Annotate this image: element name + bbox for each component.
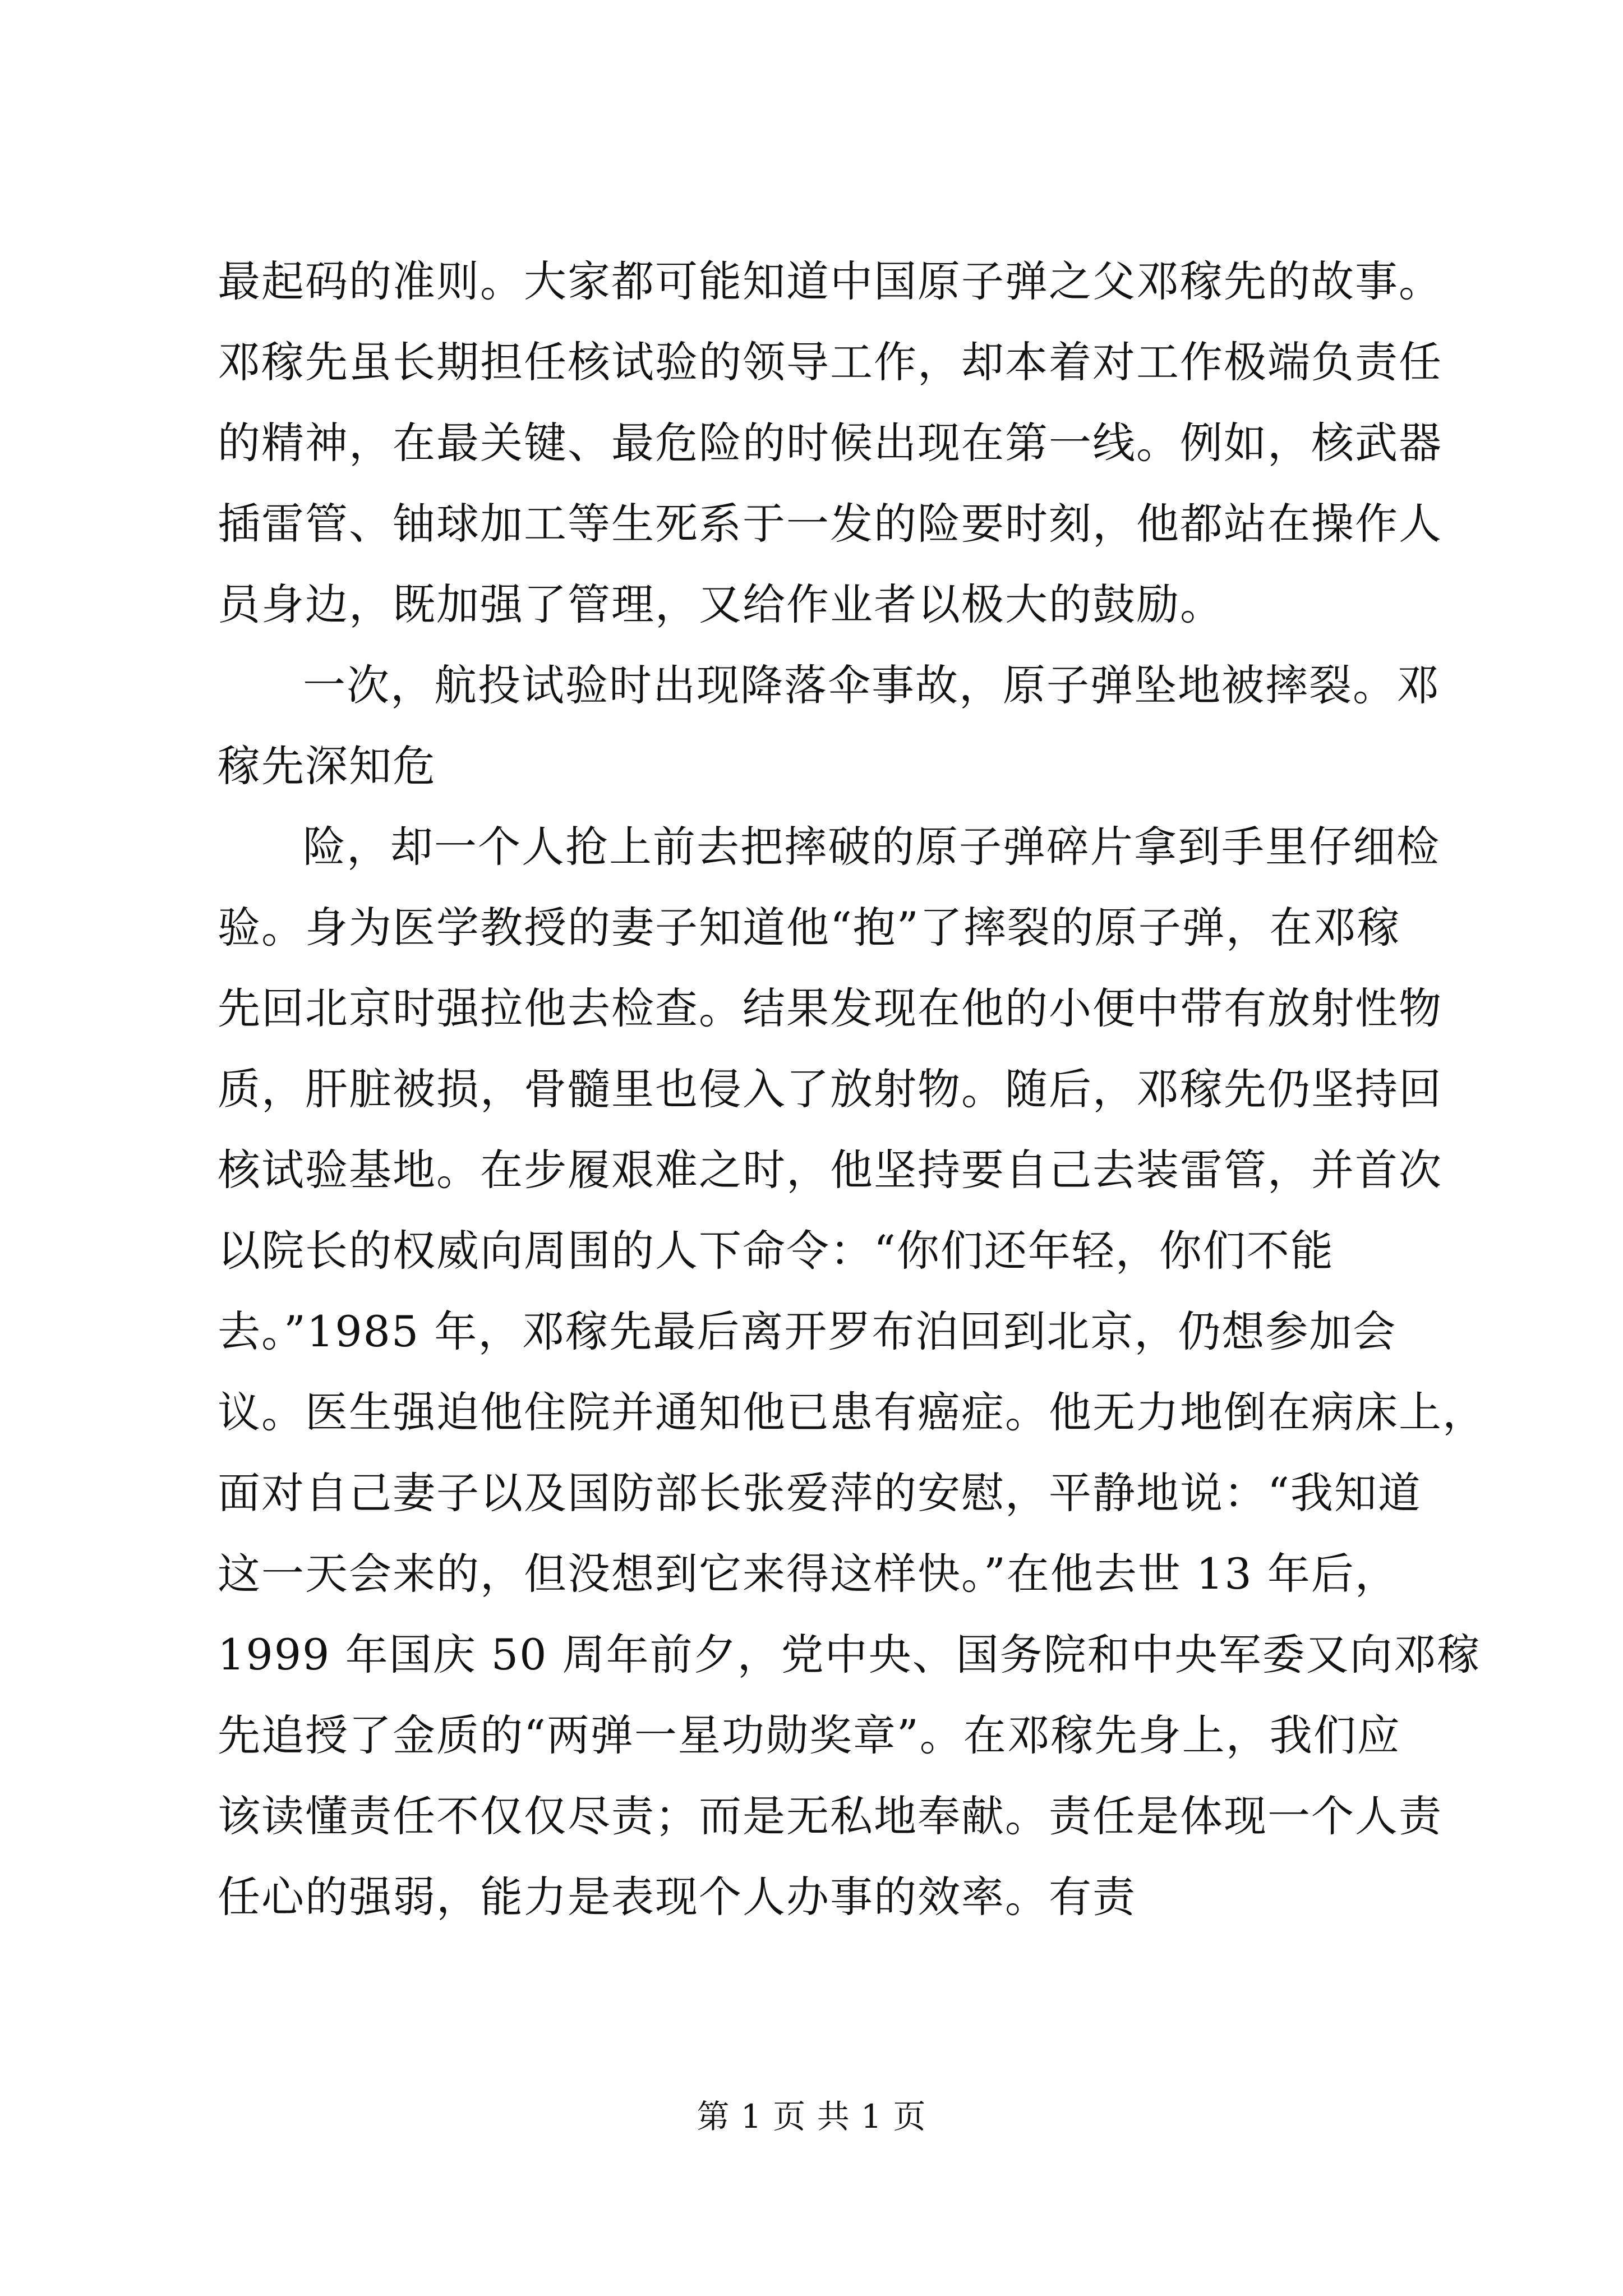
text-line: 任心的强弱，能力是表现个人办事的效率。有责 — [218, 1872, 1136, 1922]
text-line: 质，肝脏被损，骨髓里也侵入了放射物。随后，邓稼先仍坚持回 — [218, 1064, 1442, 1114]
page-footer — [0, 2097, 1623, 2136]
text-line: 最起码的准则。大家都可能知道中国原子弹之父邓稼先的故事。 — [218, 256, 1442, 306]
text-line: 邓稼先虽长期担任核试验的领导工作，却本着对工作极端负责任 — [218, 337, 1442, 387]
text-line: 这一天会来的，但没想到它来得这样快。”在他去世 13 年后， — [218, 1549, 1399, 1599]
text-line: 该读懂责任不仅仅尽责；而是无私地奉献。责任是体现一个人责 — [218, 1791, 1442, 1841]
body-text — [218, 255, 1486, 1924]
text-line: 员身边，既加强了管理，又给作业者以极大的鼓励。 — [218, 579, 1224, 629]
text-line: 险，却一个人抢上前去把摔破的原子弹碎片拿到手里仔细检 — [303, 822, 1440, 872]
text-line: 议。医生强迫他住院并通知他已患有癌症。他无力地倒在病床上， — [218, 1387, 1486, 1437]
text-line: 以院长的权威向周围的人下命令：“你们还年轻，你们不能 — [218, 1226, 1334, 1276]
text-line: 1999 年国庆 50 周年前夕，党中央、国务院和中央军委又向邓稼 — [218, 1630, 1481, 1680]
text-line: 稼先深知危 — [218, 741, 436, 791]
page-number-label: 第 1 页 共 1 页 — [697, 2097, 926, 2136]
text-line: 先回北京时强拉他去检查。结果发现在他的小便中带有放射性物 — [218, 983, 1442, 1033]
text-line: 面对自己妻子以及国防部长张爱萍的安慰，平静地说：“我知道 — [218, 1468, 1422, 1518]
text-line: 去。”1985 年，邓稼先最后离开罗布泊回到北京，仍想参加会 — [218, 1306, 1397, 1356]
text-line: 核试验基地。在步履艰难之时，他坚持要自己去装雷管，并首次 — [218, 1145, 1442, 1195]
text-line: 的精神，在最关键、最危险的时候出现在第一线。例如，核武器 — [218, 418, 1442, 468]
text-line: 先追授了金质的“两弹一星功勋奖章”。在邓稼先身上，我们应 — [218, 1710, 1401, 1760]
text-line: 验。身为医学教授的妻子知道他“抱”了摔裂的原子弹，在邓稼 — [218, 903, 1401, 953]
text-line: 一次，航投试验时出现降落伞事故，原子弹坠地被摔裂。邓 — [303, 660, 1440, 710]
text-line: 插雷管、铀球加工等生死系于一发的险要时刻，他都站在操作人 — [218, 499, 1442, 549]
